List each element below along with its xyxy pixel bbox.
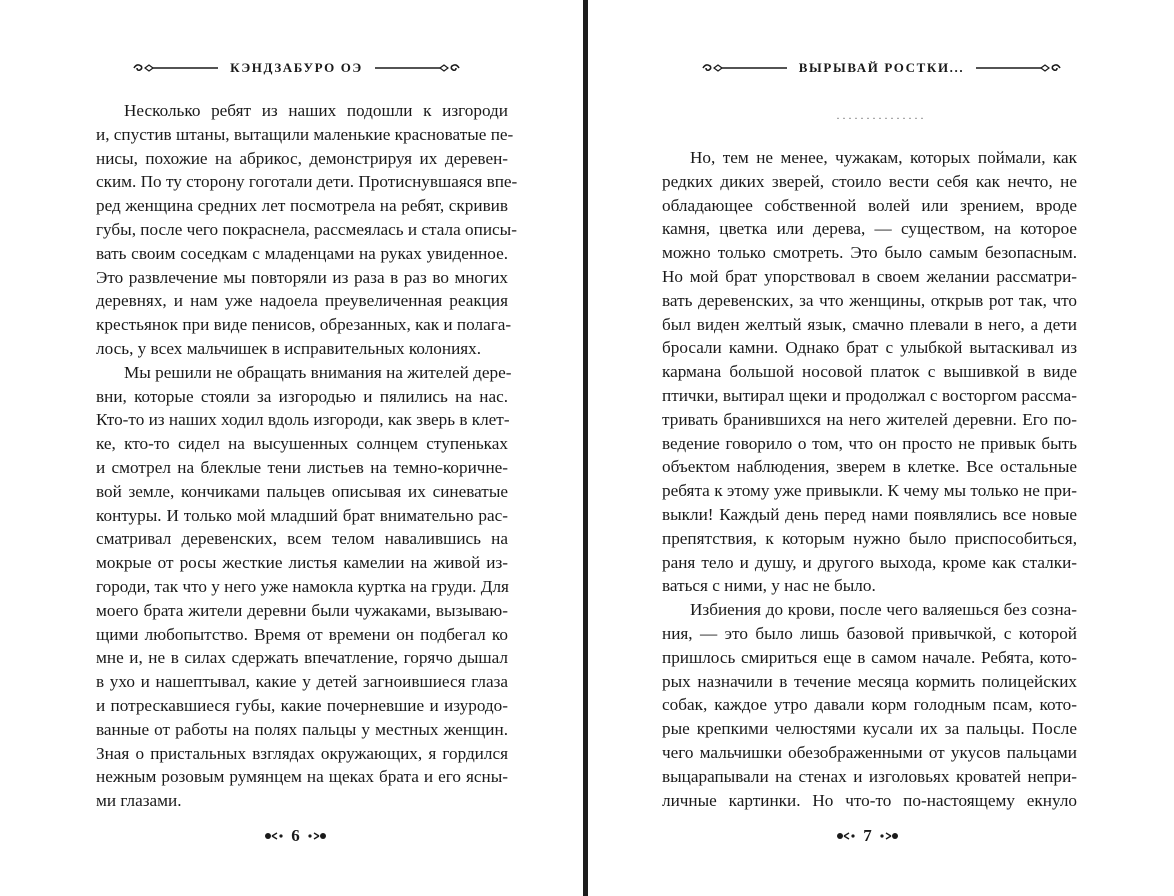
text-line: контуры. И только мой младший брат внимательно рас- <box>96 505 508 525</box>
text-line: выцарапывали на стенах и изголовьях кроватей непри- <box>662 766 1077 786</box>
text-line: ред женщина средних лет посмотрела на ребят, скривив <box>96 196 508 216</box>
text-line: Но, тем не менее, чужакам, которых поймали, как <box>690 148 1077 167</box>
text-line: птички, вытирал щеки и продолжал с восторгом рассма- <box>662 385 1077 405</box>
text-line: нисы, похожие на абрикос, демонстрируя их деревен- <box>96 148 508 168</box>
text-line: мне и, не в силах сдержать впечатление, горячо дышал <box>96 648 508 668</box>
text-line: вать деревенских, за что женщины, открыв рот так, что <box>662 290 1077 310</box>
text-line: ния, — это было лишь базовой привычкой, с которой <box>662 623 1077 643</box>
flourish-ornament-icon <box>701 61 789 75</box>
text-line: вни, которые стояли за изгородью и пялились на нас. <box>96 386 508 406</box>
flourish-ornament-icon <box>373 61 461 75</box>
text-line: обладающее собственной волей или зрением, вроде <box>662 195 1077 215</box>
text-line: Мы решили не обращать внимания на жителей дере- <box>124 362 512 382</box>
text-line: ваться с ними, у нас не было. <box>662 576 876 596</box>
text-line: ским. По ту сторону гоготали дети. Протиснувшаяся впе- <box>96 172 518 192</box>
text-line: Но мой брат упорствовал в своем желании рассматри- <box>662 266 1077 286</box>
text-line: ребята к этому уже привыкли. К чему мы только не при- <box>662 481 1077 501</box>
text-line: личные картинки. Но что-то по-настоящему екнуло <box>662 790 1077 810</box>
text-line: рых назначили в течение месяца кормить полицейских <box>662 671 1077 691</box>
flourish-ornament-icon <box>974 61 1062 75</box>
right-page <box>589 0 1174 896</box>
text-line: сматривал деревенских, всем телом навалившись на <box>96 529 508 549</box>
page-number: 6 <box>291 826 300 845</box>
text-line: камня, цветка или дерева, — существом, на которое <box>662 219 1077 239</box>
text-line: объектом наблюдения, зверем в клетке. Все остальные <box>662 457 1077 477</box>
running-head-right <box>589 56 1174 80</box>
folio-ornament-icon <box>263 831 285 841</box>
text-line: вать своим соседкам с младенцами на руках увиденное. <box>96 243 508 263</box>
text-line: и потрескавшиеся губы, какие почерневшие и изуродо- <box>96 695 508 715</box>
text-line: ванные от работы на полях пальцы у местных женщин. <box>96 719 508 739</box>
text-line: выкли! Каждый день перед нами появлялись все новые <box>662 504 1077 524</box>
text-line: пришлось смириться еще в самом начале. Ребята, кото- <box>662 647 1077 667</box>
text-line: чего мальчишки обезображенными от укусов пальцами <box>662 742 1077 762</box>
book-gutter <box>583 0 588 896</box>
text-line: крестьянок при виде пенисов, обрезанных, как и полага- <box>96 315 512 335</box>
text-line: вой земле, кончиками пальцев описывая их синеватые <box>96 481 508 501</box>
text-line: Это развлечение мы повторяли из раза в раз во многих <box>96 267 508 287</box>
running-head-title: ВЫРЫВАЙ РОСТКИ... <box>798 60 965 75</box>
text-line: Кто-то из наших ходил вдоль изгороди, как зверь в клет- <box>96 410 510 430</box>
folio-ornament-icon <box>878 831 900 841</box>
text-line: Зная о пристальных взглядах окружающих, я гордился <box>96 743 508 763</box>
text-line: щими любопытство. Время от времени он подбегал ко <box>96 624 508 644</box>
folio-ornament-icon <box>306 831 328 841</box>
page-number-left <box>0 826 583 846</box>
text-line: ми глазами. <box>96 791 182 811</box>
page-number: 7 <box>863 826 872 845</box>
text-line: и смотрел на блеклые тени листьев на темно-коричне- <box>96 457 508 477</box>
text-line: рые крепкими челюстями кусали их за пальцы. После <box>662 719 1077 739</box>
body-text <box>96 99 518 813</box>
text-line: раня тело и душу, и другого выхода, кроме как сталки- <box>662 552 1077 572</box>
text-line: ведение говорило о том, что он просто не привык быть <box>662 433 1077 453</box>
text-line: был виден желтый язык, смачно плевали в него, а дети <box>662 314 1077 334</box>
text-line: можно только смотреть. Это было самым безопасным. <box>662 243 1077 263</box>
text-line: бросали камни. Однако брат с улыбкой вытаскивал из <box>662 338 1077 358</box>
text-line: губы, после чего покраснела, рассмеялась и стала описы- <box>96 219 517 239</box>
section-break-dots: ............... <box>836 108 927 122</box>
folio-ornament-icon <box>835 831 857 841</box>
text-line: деревнях, и нам уже надоела преувеличенная реакция <box>96 291 508 311</box>
text-line: Избиения до крови, после чего валяешься без созна- <box>690 600 1077 620</box>
text-line: городи, так что у него уже намокла куртка на груди. Для <box>96 576 509 596</box>
text-line: препятствия, к которым нужно было приспособиться, <box>662 528 1077 548</box>
text-line: мокрые от росы жесткие листья камелии на живой из- <box>96 553 508 573</box>
flourish-ornament-icon <box>132 61 220 75</box>
text-line: и, спустив штаны, вытащили маленькие красноватые пе- <box>96 124 514 144</box>
text-line: редких диких зверей, стоило вести себя как нечто, не <box>662 171 1077 191</box>
text-line: лось, у всех мальчишек в исправительных колониях. <box>96 338 482 358</box>
text-line: нежным розовым румянцем на щеках брата и его ясны- <box>96 767 508 787</box>
text-line: тривать бранившихся на него жителей деревни. Его по- <box>662 409 1077 429</box>
page-number-right <box>589 826 1174 846</box>
left-page <box>0 0 583 896</box>
running-head-title: КЭНДЗАБУРО ОЭ <box>230 60 363 75</box>
text-line: Несколько ребят из наших подошли к изгороди <box>124 101 508 120</box>
text-line: ке, кто-то сидел на высушенных солнцем ступеньках <box>96 434 508 454</box>
running-head-left <box>0 56 583 80</box>
body-text <box>662 146 1077 812</box>
text-line: собак, каждое утро давали корм голодным псам, кото- <box>662 695 1077 715</box>
text-line: моего брата жители деревни были чужаками, вызываю- <box>96 600 508 620</box>
text-line: в ухо и нашептывал, какие у детей загноившиеся глаза <box>96 672 508 692</box>
text-line: кармана большой носовой платок с вышивкой в виде <box>662 362 1077 382</box>
